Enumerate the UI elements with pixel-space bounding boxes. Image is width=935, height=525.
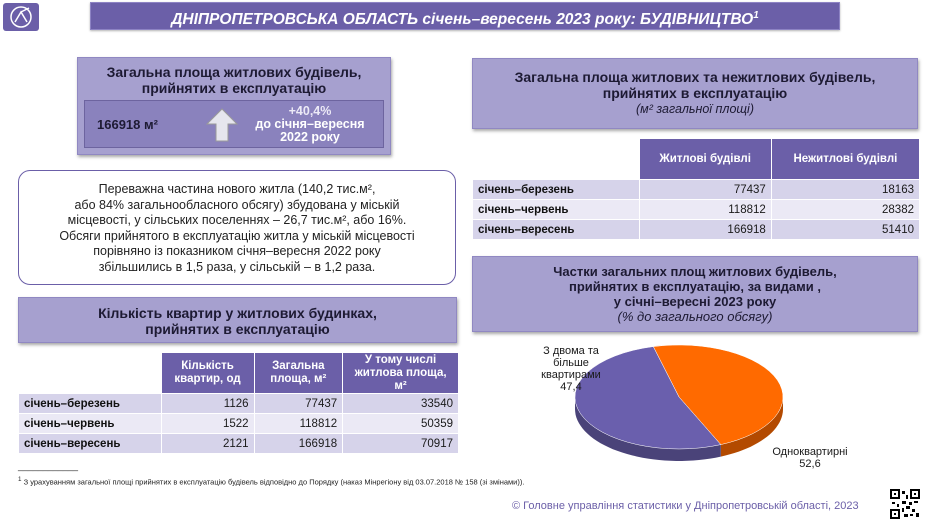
table-cell: 1522 bbox=[161, 414, 254, 434]
summary-note: Переважна частина нового житла (140,2 тис.м², або 84% загальнообласного обсягу) збудована у міській місцевості, у сільських поселеннях – 26,7 тис.м², або 16%. Обсяги прийнятого в експлуатацію житла у міській місцевості порівняно із показником січня–вересня 2022 року збільшились в 1,5 раза, у сільській – в 1,2 раза. bbox=[18, 170, 456, 285]
apartments-title: Кількість квартир у житлових будинках, прийнятих в експлуатацію bbox=[98, 305, 377, 337]
table-row bbox=[19, 434, 459, 454]
residential-area-title: Загальна площа житлових будівель, прийнятих в експлуатацію bbox=[106, 64, 362, 96]
table-cell: 166918 bbox=[254, 434, 343, 454]
table-cell: 50359 bbox=[343, 414, 459, 434]
pie-label-multi-apartment: З двома та більше квартирами 47,4 bbox=[541, 345, 601, 393]
page-title: ДНІПРОПЕТРОВСЬКА ОБЛАСТЬ січень–вересень 2023 року: БУДІВНИЦТВО$^1$ bbox=[90, 2, 840, 30]
table-cell: 1126 bbox=[161, 394, 254, 414]
arrow-up-icon bbox=[205, 107, 239, 148]
table-cell: 118812 bbox=[254, 414, 343, 434]
pie-chart-panel bbox=[472, 256, 918, 332]
row-label: січень–вересень bbox=[19, 434, 162, 454]
pie-chart-title: Частки загальних площ житлових будівель, прийнятих в експлуатацію, за видами , у січні–вересні 2023 року (% до загального обсягу) bbox=[553, 264, 837, 324]
table-row bbox=[473, 220, 920, 240]
row-label: січень–березень bbox=[473, 180, 640, 200]
row-label: січень–березень bbox=[19, 394, 162, 414]
table-cell: 33540 bbox=[343, 394, 459, 414]
table-cell: 18163 bbox=[771, 180, 919, 200]
total-area-title: Загальна площа житлових та нежитлових будівель, прийнятих в експлуатацію (м² загальної площі) bbox=[514, 69, 876, 116]
column-header: Кількість квартир, од bbox=[161, 353, 254, 394]
table-row bbox=[473, 180, 920, 200]
total-area-table bbox=[472, 138, 920, 240]
row-label: січень–червень bbox=[473, 200, 640, 220]
residential-area-panel bbox=[77, 57, 391, 155]
copyright: © Головне управління статистики у Дніпропетровській області, 2023 bbox=[512, 500, 859, 512]
table-corner bbox=[473, 139, 640, 180]
residential-area-summary bbox=[84, 100, 384, 148]
statistics-logo-icon bbox=[3, 3, 39, 31]
table-cell: 77437 bbox=[254, 394, 343, 414]
table-cell: 2121 bbox=[161, 434, 254, 454]
footnote: $^1$ З урахуванням загальної площі прийнятих в експлуатацію будівель відповідно до Порядку (наказ Мінрегіону від 03.07.2018 № 158 (зі змінами)). bbox=[18, 476, 525, 487]
table-cell: 28382 bbox=[771, 200, 919, 220]
pie-label-single-apartment: Одноквартирні 52,6 bbox=[772, 446, 848, 470]
row-label: січень–червень bbox=[19, 414, 162, 434]
table-cell: 70917 bbox=[343, 434, 459, 454]
column-header: Загальна площа, м² bbox=[254, 353, 343, 394]
apartments-table bbox=[18, 352, 459, 454]
table-cell: 77437 bbox=[639, 180, 771, 200]
area-change: +40,4% до січня–вересня 2022 року bbox=[255, 104, 365, 144]
qr-code-icon bbox=[890, 489, 920, 524]
total-area-panel bbox=[472, 58, 918, 129]
column-header: Житлові будівлі bbox=[639, 139, 771, 180]
table-row bbox=[19, 394, 459, 414]
table-row bbox=[473, 200, 920, 220]
table-row bbox=[19, 414, 459, 434]
table-corner bbox=[19, 353, 162, 394]
footnote-rule: ____________ bbox=[18, 461, 79, 471]
table-cell: 166918 bbox=[639, 220, 771, 240]
column-header: У тому числі житлова площа, м² bbox=[343, 353, 459, 394]
table-cell: 118812 bbox=[639, 200, 771, 220]
column-header: Нежитлові будівлі bbox=[771, 139, 919, 180]
row-label: січень–вересень bbox=[473, 220, 640, 240]
table-cell: 51410 bbox=[771, 220, 919, 240]
apartments-panel bbox=[18, 297, 457, 343]
area-value: 166918 м² bbox=[97, 117, 158, 132]
